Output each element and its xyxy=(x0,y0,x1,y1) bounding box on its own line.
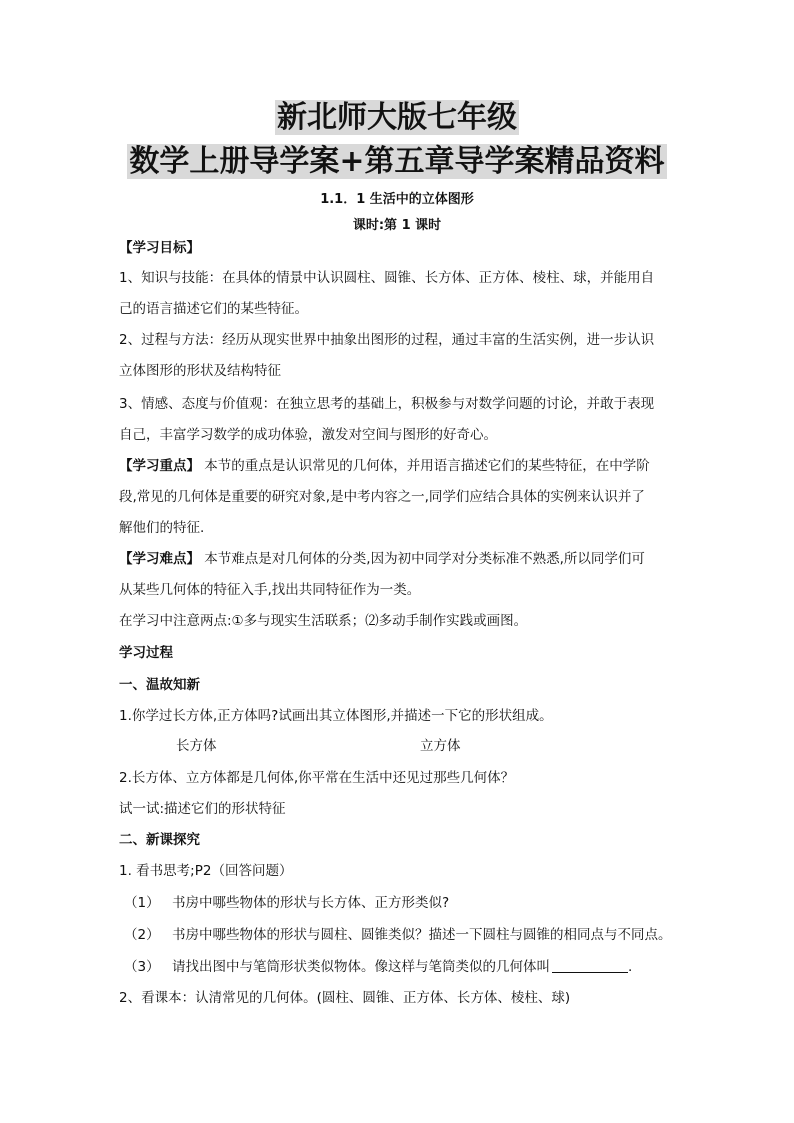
objective-3-line2: 自己，丰富学习数学的成功体验，激发对空间与图形的好奇心。 xyxy=(119,427,497,443)
section-title: 1.1．1 生活中的立体图形 xyxy=(320,192,474,207)
objective-1-line1: 1、知识与技能：在具体的情景中认识圆柱、圆锥、长方体、正方体、棱柱、球，并能用自 xyxy=(119,270,655,286)
difficulties-line1: 【学习难点】 本节难点是对几何体的分类,因为初中同学对分类标准不熟悉,所以同学们可 xyxy=(119,551,645,567)
objective-2-line2: 立体图形的形状及结构特征 xyxy=(119,363,281,379)
key-points-line3: 解他们的特征. xyxy=(119,520,205,536)
label-cuboid: 长方体 xyxy=(176,738,217,754)
objective-2-line1: 2、过程与方法：经历从现实世界中抽象出图形的过程，通过丰富的生活实例，进一步认识 xyxy=(119,332,655,348)
objectives-heading: 【学习目标】 xyxy=(119,240,200,256)
study-notes: 在学习中注意两点:①多与现实生活联系；⑵多动手制作实践或画图。 xyxy=(119,613,528,629)
difficulties-heading: 【学习难点】 xyxy=(119,551,200,567)
new-lesson-sub-2: （2） 书房中哪些物体的形状与圆柱、圆锥类似？描述一下圆柱与圆锥的相同点与不同点。 xyxy=(124,927,672,943)
review-heading: 一、温故知新 xyxy=(119,677,200,693)
new-lesson-item-1: 1. 看书思考;P2（回答问题） xyxy=(119,863,293,879)
review-question-2: 2.长方体、立方体都是几何体,你平常在生活中还见过那些几何体？ xyxy=(119,770,515,786)
new-lesson-sub-1: （1） 书房中哪些物体的形状与长方体、正方形类似? xyxy=(124,895,450,911)
new-lesson-item-2: 2、看课本：认清常见的几何体。(圆柱、圆锥、正方体、长方体、棱柱、球) xyxy=(119,990,571,1006)
document-title-line2: 数学上册导学案+第五章导学案精品资料 xyxy=(129,144,665,179)
answer-blank xyxy=(552,958,628,973)
key-points-line2: 段,常见的几何体是重要的研究对象,是中考内容之一,同学们应结合具体的实例来认识并了 xyxy=(119,489,645,505)
objective-1-line2: 己的语言描述它们的某些特征。 xyxy=(119,301,308,317)
label-cube: 立方体 xyxy=(420,738,461,754)
lesson-time: 课时:第 1 课时 xyxy=(352,218,442,233)
difficulties-line2: 从某些几何体的特征入手,找出共同特征作为一类。 xyxy=(119,582,421,598)
new-lesson-heading: 二、新课探究 xyxy=(119,832,200,848)
key-points-line1: 【学习重点】 本节的重点是认识常见的几何体，并用语言描述它们的某些特征，在中学阶 xyxy=(119,458,650,474)
document-title-line1: 新北师大版七年级 xyxy=(277,100,517,135)
new-lesson-sub-3: （3） 请找出图中与笔筒形状类似物体。像这样与笔筒类似的几何体叫 . xyxy=(124,959,633,975)
process-heading: 学习过程 xyxy=(119,645,173,661)
review-try: 试一试:描述它们的形状特征 xyxy=(119,801,286,817)
review-question-1: 1.你学过长方体,正方体吗?试画出其立体图形,并描述一下它的形状组成。 xyxy=(119,708,553,724)
objective-3-line1: 3、情感、态度与价值观：在独立思考的基础上，积极参与对数学问题的讨论，并敢于表现 xyxy=(119,396,655,412)
key-points-heading: 【学习重点】 xyxy=(119,458,200,474)
